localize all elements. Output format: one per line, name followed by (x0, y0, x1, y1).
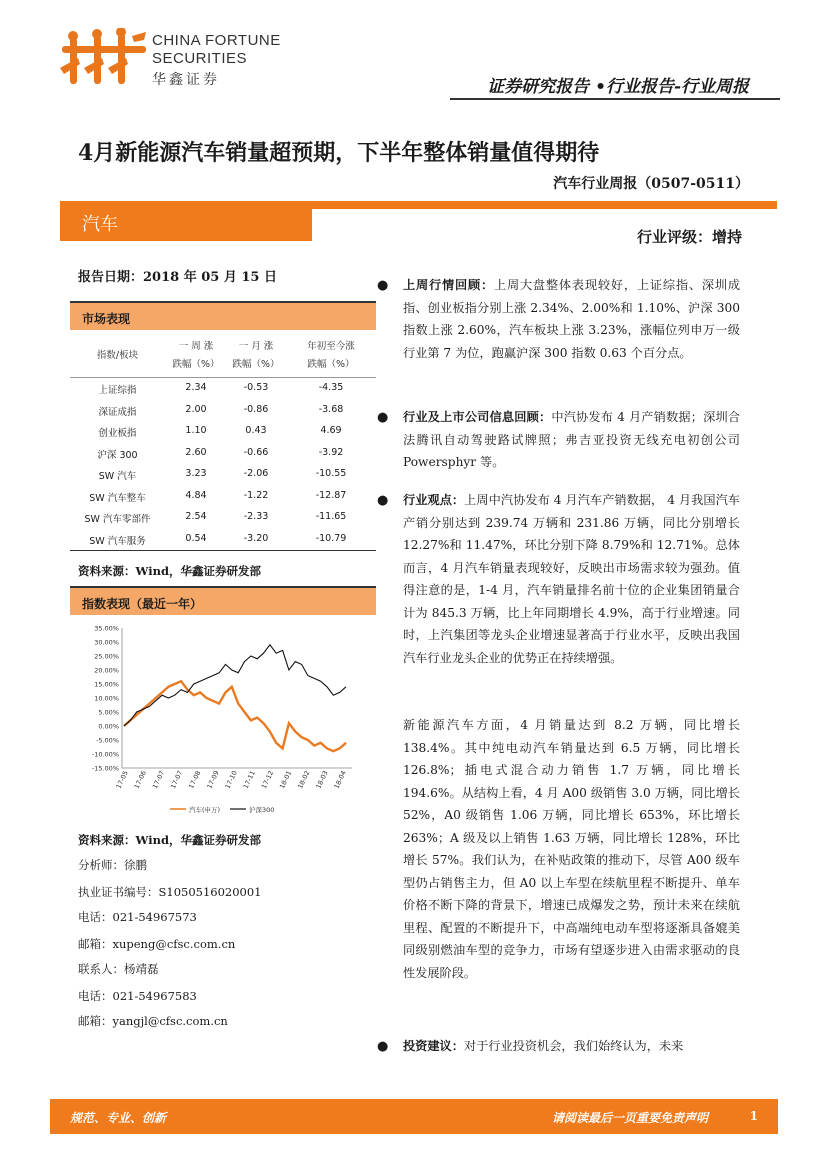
logo-mark-icon (58, 28, 150, 88)
x-tick-label: 17-07 (150, 769, 167, 790)
footer-slogan: 规范、专业、创新 (70, 1111, 167, 1125)
cell-month: -0.53 (243, 382, 269, 393)
table-row (70, 400, 376, 422)
x-tick-label: 17-11 (241, 769, 257, 790)
report-date: 报告日期：2018 年 05 月 15 日 (78, 270, 277, 285)
series-line-auto (124, 681, 346, 751)
x-tick-label: 17-05 (114, 769, 130, 790)
paragraph-investment (403, 1035, 740, 1058)
table-row (70, 486, 376, 508)
x-tick-label: 17-12 (259, 769, 276, 790)
x-tick-label: 17-07 (169, 769, 185, 790)
paragraph-nev (403, 714, 740, 984)
y-tick-label: 25.00% (94, 652, 119, 661)
cell-name: 上证综指 (98, 385, 137, 396)
series-line-hs300 (124, 645, 346, 726)
bullet-icon: ● (377, 410, 389, 425)
col-month-header-2: 跌幅（%） (232, 359, 280, 370)
cell-name: SW 汽车 (98, 471, 137, 482)
legend-label-auto: 汽车(申万) (189, 806, 221, 814)
cell-month: 0.43 (245, 425, 267, 436)
logo-text-en-1: CHINA FORTUNE (152, 32, 281, 49)
x-tick-label: 18-04 (332, 769, 348, 790)
x-tick-label: 18-01 (278, 769, 294, 790)
y-tick-label: -10.00% (91, 750, 119, 759)
x-tick-label: 18-03 (314, 769, 330, 790)
cell-week: 4.84 (185, 489, 207, 501)
cell-month: -0.86 (243, 403, 269, 415)
report-type: 证券研究报告 •行业报告-行业周报 (487, 77, 749, 97)
y-tick-label: 20.00% (94, 666, 119, 675)
paragraph-text: 新能源汽车方面，4 月销量达到 8.2 万辆，同比增长 138.4%。其中纯电动汽车销量达到 6.5 万辆，同比增长 126.8%；插电式混合动力销售 1.7 万辆，同比增长 194.6%。从结构上看，4 月 A00 级销售 3.0 万辆，同比增长 52%，A0 级销售 1.06 万辆，同比增长 653%，环比增长 263%；A 级及以上销售 1.63 万辆，同比增长 128%，环比增长 57%。我们认为，在补贴政策的推动下，尽管 A00 级车型仍占销售主力，但 A0 以上车型在续航里程不断提升、单车价格不断下降的背景下，增速已成爆发之势，预计未来在续航里程、配置的不断提升下，中高端纯电动车型将逐渐具备媲美同级别燃油车型的竞争力，市场有望逐步进入由需求驱动的良性发展阶段。 (403, 718, 740, 980)
table-row (70, 464, 376, 486)
table-row (70, 529, 376, 551)
paragraph-text: 上周大盘整体表现较好，上证综指、深圳成指、创业板指分别上涨 2.34%、2.00%和 1.10%、沪深 300 指数上涨 2.60%，汽车板块上涨 3.23%，涨幅位列申万一级行业第 7 为位，跑赢沪深 300 指数 0.63 个百分点。 (403, 278, 741, 360)
col-ytd-header-1: 年初至今涨 (307, 341, 355, 352)
cell-ytd: -10.79 (315, 532, 347, 544)
cell-ytd: 4.69 (320, 425, 342, 436)
contact-email[interactable]: 邮箱：yangjl@cfsc.com.cn (78, 1014, 228, 1028)
contact-person: 联系人：杨靖磊 (78, 962, 159, 976)
table-source: 资料来源：Wind，华鑫证券研发部 (78, 564, 261, 578)
col-week-header-2: 跌幅（%） (172, 359, 220, 370)
market-table-header (70, 334, 376, 378)
x-tick-label: 17-06 (132, 769, 148, 790)
cell-week: 2.60 (185, 446, 207, 458)
table-row (70, 421, 376, 443)
y-tick-label: 30.00% (94, 638, 119, 647)
cell-week: 3.23 (185, 468, 207, 479)
y-tick-label: -5.00% (96, 736, 119, 745)
page-number: 1 (749, 1109, 758, 1123)
page-title: 4月新能源汽车销量超预期，下半年整体销量值得期待 (78, 140, 600, 166)
footer-disclaimer[interactable]: 请阅读最后一页重要免责声明 (551, 1111, 708, 1125)
logo-text-cn: 华鑫证券 (152, 72, 220, 88)
col-index-header: 指数/板块 (96, 350, 139, 361)
bullet-icon: ● (377, 493, 389, 508)
paragraph-lead: 投资建议： (403, 1039, 464, 1053)
market-section-header: 市场表现 (70, 301, 376, 330)
cell-week: 2.34 (185, 382, 207, 393)
analyst-name: 分析师：徐鹏 (78, 858, 147, 872)
industry-rating: 行业评级：增持 (636, 228, 742, 246)
paragraph-industry-view (403, 489, 740, 669)
x-tick-label: 17-08 (187, 769, 203, 790)
paragraph-text: 中汽协发布 4 月产销数据；深圳合法腾讯自动驾驶路试牌照；弗吉亚投资无线充电初创公司 Powersphyr 等。 (403, 410, 741, 469)
table-row (70, 507, 376, 529)
cell-name: 创业板指 (98, 428, 137, 439)
chart-source: 资料来源：Wind，华鑫证券研发部 (78, 833, 261, 847)
cell-month: -3.20 (243, 532, 269, 544)
analyst-email[interactable]: 邮箱：xupeng@cfsc.com.cn (78, 937, 236, 951)
cell-week: 0.54 (185, 532, 207, 544)
contact-phone: 电话：021-54967583 (78, 989, 197, 1003)
paragraph-text: 上周中汽协发布 4 月汽车产销数据， 4 月我国汽车产销分别达到 239.74 万辆和 231.86 万辆，同比分别增长 12.27%和 11.47%，环比分别下降 8.79%和 12.71%。总体而言，4 月汽车销量表现较好，反映出市场需求较为强劲。值得注意的是，1-4 月，汽车销量排名前十位的企业集团销量合计为 845.3 万辆，比上年同期增长 4.9%，高于行业增速。同时，上汽集团等龙头企业增速显著高于行业水平，反映出我国汽车行业龙头企业的优势正在持续增强。 (403, 493, 740, 665)
cell-name: 深证成指 (98, 406, 137, 418)
cell-ytd: -11.65 (315, 511, 347, 522)
cell-week: 2.54 (185, 511, 207, 522)
index-performance-chart (70, 622, 376, 822)
paragraph-lead: 行业观点： (403, 493, 465, 507)
cell-ytd: -4.35 (318, 382, 344, 393)
analyst-phone: 电话：021-54967573 (78, 910, 197, 924)
cell-name: SW 汽车服务 (89, 535, 146, 547)
legend-label-hs300: 沪深300 (249, 806, 275, 814)
table-bottom-rule (70, 550, 376, 551)
cell-name: 沪深 300 (97, 449, 138, 461)
paragraph-lead: 行业及上市公司信息回顾： (403, 410, 552, 424)
paragraph-industry-news (403, 406, 740, 474)
license-number: 执业证书编号：S1050516020001 (78, 885, 262, 899)
cell-name: SW 汽车零部件 (84, 514, 151, 525)
paragraph-text: 对于行业投资机会，我们始终认为，未来 (463, 1039, 684, 1053)
market-table (70, 334, 376, 551)
bullet-icon: ● (377, 278, 389, 293)
y-tick-label: 15.00% (94, 680, 119, 689)
table-row (70, 443, 376, 465)
cell-ytd: -3.92 (318, 446, 344, 458)
cell-month: -2.33 (243, 511, 269, 522)
cell-week: 2.00 (185, 403, 207, 415)
x-tick-label: 17-09 (205, 769, 221, 790)
x-tick-label: 18-02 (296, 769, 312, 790)
cell-ytd: -3.68 (318, 403, 344, 415)
col-ytd-header-2: 跌幅（%） (307, 359, 355, 370)
col-week-header-1: 一 周 涨 (178, 341, 214, 352)
logo-text-en-2: SECURITIES (152, 50, 248, 67)
sector-label: 汽车 (60, 201, 312, 241)
cell-month: -0.66 (243, 446, 269, 458)
y-tick-label: -15.00% (91, 764, 119, 773)
col-month-header-1: 一 月 涨 (238, 341, 274, 352)
company-logo (58, 28, 281, 92)
bullet-icon: ● (377, 1039, 389, 1054)
x-tick-label: 17-10 (223, 769, 239, 790)
paragraph-lead: 上周行情回顾： (403, 278, 494, 292)
page-subtitle: 汽车行业周报（0507-0511） (553, 176, 749, 192)
y-tick-label: 35.00% (94, 624, 119, 633)
header-divider (450, 98, 780, 100)
y-tick-label: 5.00% (98, 708, 119, 717)
cell-week: 1.10 (185, 425, 207, 436)
cell-name: SW 汽车整车 (89, 492, 146, 504)
y-tick-label: 10.00% (94, 694, 119, 703)
cell-month: -1.22 (243, 489, 269, 501)
cell-ytd: -12.87 (315, 489, 347, 501)
table-row (70, 378, 376, 400)
cell-month: -2.06 (243, 468, 269, 479)
paragraph-market-review (403, 274, 740, 364)
footer-bar (50, 1099, 778, 1134)
chart-section-header: 指数表现（最近一年） (70, 586, 376, 615)
cell-ytd: -10.55 (315, 468, 347, 479)
y-tick-label: 0.00% (98, 722, 119, 731)
